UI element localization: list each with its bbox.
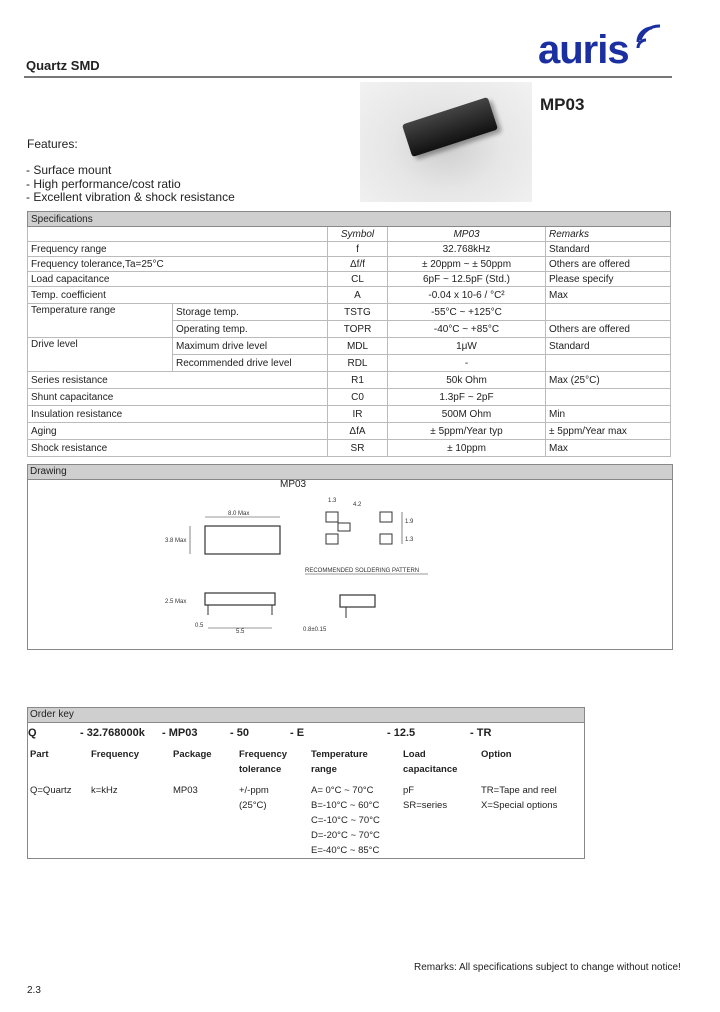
model-title: MP03 xyxy=(540,95,585,114)
val-tolerance: +/-ppm (25°C) xyxy=(239,785,269,811)
feature-item: - Excellent vibration & shock resistance xyxy=(26,190,235,204)
key-part: Q xyxy=(28,727,37,739)
doc-category: Quartz SMD xyxy=(26,58,100,73)
feature-item: - Surface mount xyxy=(26,163,112,177)
mechanical-drawing xyxy=(160,490,450,640)
table-row: Temp. coefficient A -0.04 x 10-6 / °C² Max xyxy=(28,287,671,304)
col-package: Package xyxy=(173,749,212,760)
dim-lead-width: 0.8±0.15 xyxy=(303,627,327,633)
val-frequency: k=kHz xyxy=(91,785,118,796)
table-row: Drive level Maximum drive level MDL 1μW Standard xyxy=(28,338,671,355)
table-row: Insulation resistance IR 500M Ohm Min xyxy=(28,406,671,423)
remarks-note: Remarks: All specifications subject to change without notice! xyxy=(414,962,681,973)
table-row: Frequency tolerance,Ta=25°C Δf/f ± 20ppm ~ ± 50ppm Others are offered xyxy=(28,257,671,272)
key-option: - TR xyxy=(470,727,492,739)
dim-pitch: 5.5 xyxy=(236,629,245,635)
signal-waves-icon xyxy=(634,22,668,56)
table-row: Load capacitance CL 6pF ~ 12.5pF (Std.) Please specify xyxy=(28,272,671,287)
dim-pad-h2: 1.3 xyxy=(405,537,414,543)
col-frequency: Frequency xyxy=(91,749,140,760)
col-tolerance: Frequency tolerance xyxy=(239,749,288,775)
table-row: Series resistance R1 50k Ohm Max (25°C) xyxy=(28,372,671,389)
feature-item: - High performance/cost ratio xyxy=(26,176,181,191)
table-row: Aging ΔfA ± 5ppm/Year typ ± 5ppm/Year max xyxy=(28,423,671,440)
dim-pad-h1: 1.9 xyxy=(405,519,414,525)
col-remarks: Remarks xyxy=(546,227,671,242)
dim-pad-w: 1.3 xyxy=(328,498,337,504)
page-number: 2.3 xyxy=(27,985,41,996)
col-temperature: Temperature range xyxy=(311,749,368,775)
table-row: Shock resistance SR ± 10ppm Max xyxy=(28,440,671,457)
logo-text: auris xyxy=(538,28,629,72)
auris-logo xyxy=(538,30,629,70)
table-row: Frequency range f 32.768kHz Standard xyxy=(28,242,671,257)
val-part: Q=Quartz xyxy=(30,785,72,796)
key-frequency: - 32.768000k xyxy=(80,727,145,739)
key-load: - 12.5 xyxy=(387,727,416,739)
table-row: Recommended drive level RDL - xyxy=(28,355,671,372)
features-list xyxy=(26,164,235,205)
col-part: Part xyxy=(30,749,49,760)
col-symbol: Symbol xyxy=(328,227,388,242)
specifications-header: Specifications xyxy=(28,212,671,227)
order-key-header: Order key xyxy=(27,707,585,723)
val-temperature: A= 0°C ~ 70°C B=-10°C ~ 60°C C=-10°C ~ 70°C D=-20°C ~ 70°C E=-40°C ~ 85°C xyxy=(311,785,380,856)
features-title: Features: xyxy=(27,137,78,151)
pattern-label: RECOMMENDED SOLDERING PATTERN xyxy=(305,568,420,574)
col-load: Load capacitance xyxy=(403,749,458,775)
table-row: Shunt capacitance C0 1.3pF ~ 2pF xyxy=(28,389,671,406)
specifications-table xyxy=(27,211,671,457)
dim-pad-gap: 4.2 xyxy=(353,502,362,508)
key-temperature: - E xyxy=(290,727,305,739)
dim-lead: 0.5 xyxy=(195,623,204,629)
dim-length: 8.0 Max xyxy=(228,511,250,517)
key-package: - MP03 xyxy=(162,727,198,739)
drawing-title: MP03 xyxy=(280,479,307,490)
table-row: Temperature range Storage temp. TSTG -55°C ~ +125°C xyxy=(28,304,671,321)
dim-side: 2.5 Max xyxy=(165,599,187,605)
val-package: MP03 xyxy=(173,785,198,796)
key-tolerance: - 50 xyxy=(230,727,249,739)
header-divider xyxy=(24,76,672,78)
val-load: pF SR=series xyxy=(403,785,448,811)
table-row: Operating temp. TOPR -40°C ~ +85°C Others are offered xyxy=(28,321,671,338)
col-option: Option xyxy=(481,749,512,760)
col-model: MP03 xyxy=(388,227,546,242)
dim-height: 3.8 Max xyxy=(165,538,187,544)
val-option: TR=Tape and reel X=Special options xyxy=(481,785,558,811)
drawing-header: Drawing xyxy=(27,464,673,480)
